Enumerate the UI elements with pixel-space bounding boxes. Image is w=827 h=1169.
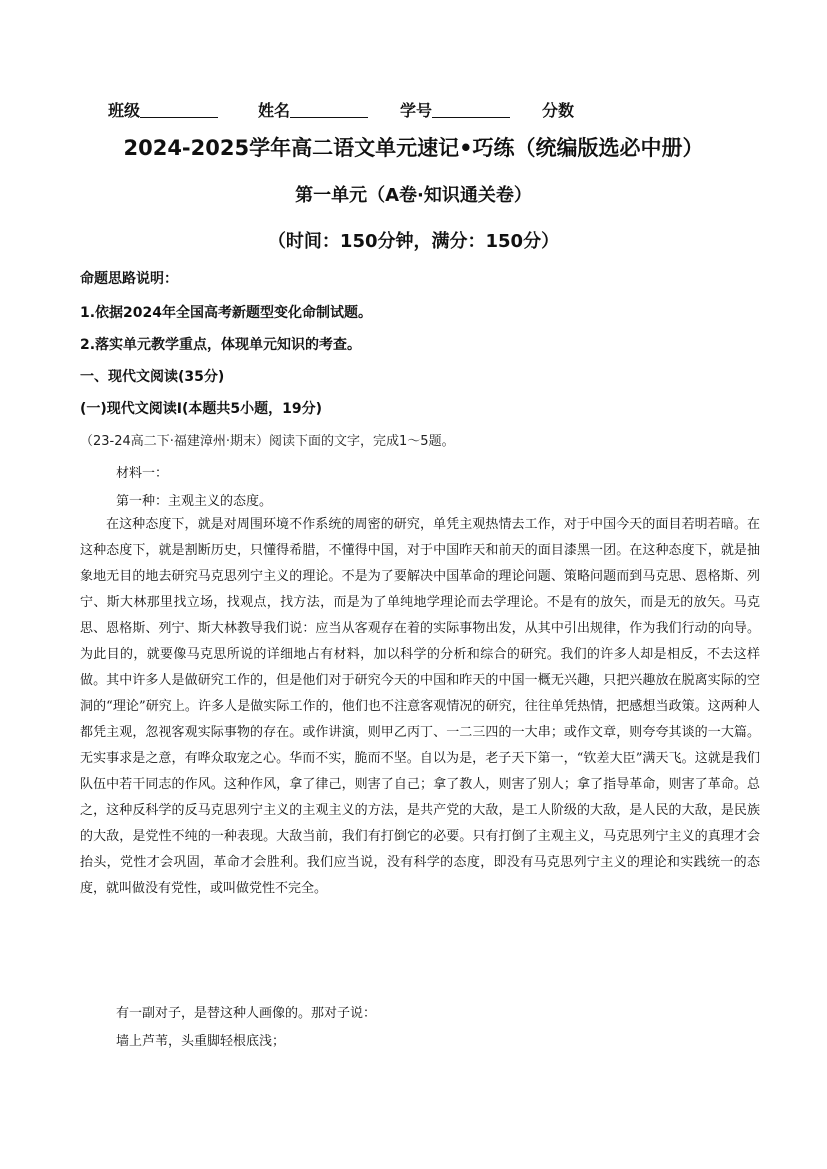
score-label: 分数 (542, 101, 575, 120)
passage-paragraph: 在这种态度下，就是对周围环境不作系统的周密的研究，单凭主观热情去工作，对于中国今天的面目若明若暗。在这种态度下，就是割断历史，只懂得希腊，不懂得中国，对于中国昨天和前天的面目漆黑一团。在这种态度下，就是抽象地无目的地去研究马克思列宁主义的理论。不是为了要解决中国革命的理论问题、策略问题而到马克思、恩格斯、列宁、斯大林那里找立场，找观点，找方法，而是为了单纯地学理论而去学理论。不是有的放矢，而是无的放矢。马克思、恩格斯、列宁、斯大林教导我们说：应当从客观存在着的实际事物出发，从其中引出规律，作为我们行动的向导。为此目的，就要像马克思所说的详细地占有材料，加以科学的分析和综合的研究。我们的许多人却是相反，不去这样做。其中许多人是做研究工作的，但是他们对于研究今天的中国和昨天的中国一概无兴趣，只把兴趣放在脱离实际的空洞的“理论”研究上。许多人是做实际工作的，他们也不注意客观情况的研究，往往单凭热情，把感想当政策。这两种人都凭主观，忽视客观实际事物的存在。或作讲演，则甲乙丙丁、一二三四的一大串；或作文章，则夸夸其谈的一大篇。无实事求是之意，有哗众取宠之心。华而不实，脆而不坚。自以为是，老子天下第一，“钦差大臣”满天飞。这就是我们队伍中若干同志的作风。这种作风，拿了律己，则害了自己；拿了教人，则害了别人；拿了指导革命，则害了革命。总之，这种反科学的反马克思列宁主义的主观主义的方法，是共产党的大敌，是工人阶级的大敌，是人民的大敌，是民族的大敌，是党性不纯的一种表现。大敌当前，我们有打倒它的必要。只有打倒了主观主义，马克思列宁主义的真理才会抬头，党性才会巩固，革命才会胜利。我们应当说，没有科学的态度，即没有马克思列宁主义的理论和实践统一的态度，就叫做没有党性，或叫做党性不完全。 (80, 517, 760, 896)
notes-heading: 命题思路说明： (80, 271, 178, 287)
class-label: 班级 (108, 101, 141, 120)
main-passage (80, 512, 760, 902)
name-blank[interactable] (290, 101, 368, 118)
notes-item-2: 2.落实单元教学重点，体现单元知识的考查。 (80, 337, 362, 353)
question-source: （23-24高二下·福建漳州·期末）阅读下面的文字，完成1～5题。 (80, 434, 455, 449)
couplet-intro: 有一副对子，是替这种人画像的。那对子说： (116, 1006, 377, 1021)
class-field (108, 98, 218, 121)
couplet-line-1: 墙上芦苇，头重脚轻根底浅； (116, 1034, 286, 1049)
name-field (258, 98, 368, 121)
exam-title: 2024-2025学年高二语文单元速记•巧练（统编版选必中册） (123, 136, 704, 160)
first-kind-heading: 第一种：主观主义的态度。 (116, 494, 273, 509)
name-label: 姓名 (258, 101, 291, 120)
section-heading: 一、现代文阅读(35分) (80, 369, 225, 385)
unit-title: 第一单元（A卷·知识通关卷） (295, 185, 532, 206)
student-id-field (400, 98, 510, 121)
time-score-info: （时间：150分钟，满分：150分） (267, 231, 560, 252)
student-id-blank[interactable] (432, 101, 510, 118)
student-info-header (108, 98, 728, 122)
class-blank[interactable] (140, 101, 218, 118)
subsection-heading: (一)现代文阅读Ⅰ(本题共5小题，19分) (80, 401, 323, 417)
material-label: 材料一： (116, 466, 169, 481)
notes-item-1: 1.依据2024年全国高考新题型变化命制试题。 (80, 305, 373, 321)
student-id-label: 学号 (400, 101, 433, 120)
